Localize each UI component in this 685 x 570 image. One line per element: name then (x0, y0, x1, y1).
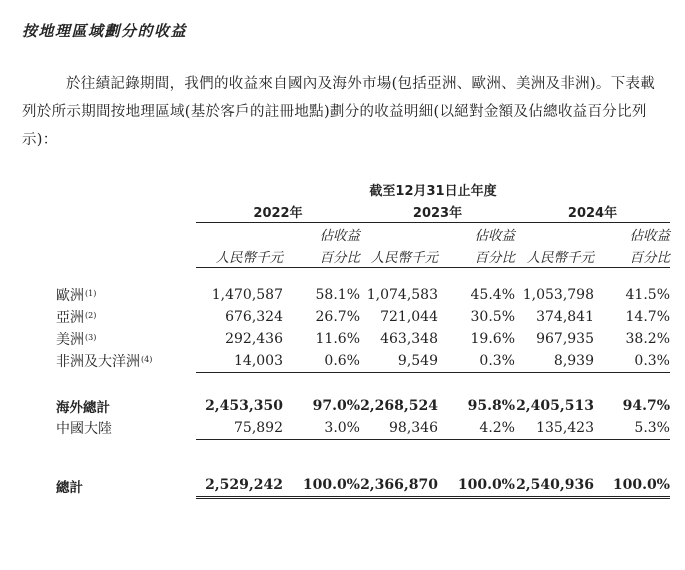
amount-cell: 967,935 (536, 331, 594, 347)
amount-cell: 2,405,513 (516, 398, 594, 414)
table-row (56, 306, 670, 328)
revenue-by-region-table (56, 178, 670, 499)
period-header: 截至12月31日止年度 (369, 183, 497, 199)
column-header-row-1 (56, 223, 670, 246)
pct-cell: 0.6% (283, 350, 360, 373)
pct-cell: 11.6% (315, 331, 360, 347)
amount-cell: 14,003 (196, 350, 283, 373)
pct-cell: 30.5% (470, 309, 515, 325)
footnote-marker: (4) (141, 355, 153, 365)
footnote-marker: (1) (85, 289, 97, 298)
spacer-row (56, 268, 670, 285)
amount-cell: 374,841 (536, 309, 594, 325)
amount-cell: 463,348 (380, 331, 438, 347)
amount-cell: 721,044 (380, 309, 438, 325)
row-label (56, 306, 196, 328)
row-label: 海外總計 (56, 400, 110, 416)
pct-cell: 41.5% (625, 287, 670, 303)
pct-cell: 0.3% (438, 350, 515, 373)
row-label (56, 328, 196, 350)
footnote-marker: (2) (85, 311, 97, 320)
pct-header-line2: 百分比 (283, 245, 360, 268)
amount-cell: 2,540,936 (515, 474, 594, 498)
amount-cell: 292,436 (225, 331, 283, 347)
region-name: 亞洲 (56, 310, 84, 326)
year-2023-header: 2023年 (360, 200, 515, 223)
row-label (56, 350, 196, 373)
grand-total-row (56, 474, 670, 498)
pct-cell: 3.0% (283, 417, 360, 440)
pct-header-line1: 佔收益 (474, 228, 515, 244)
pct-cell: 95.8% (467, 398, 515, 414)
pct-cell: 0.3% (594, 350, 670, 373)
spacer-row (56, 440, 670, 475)
overseas-total-row (56, 395, 670, 417)
pct-cell: 97.0% (312, 398, 360, 414)
row-label (56, 284, 196, 306)
intro-text: 於往績記錄期間，我們的收益來自國內及海外市場(包括亞洲、歐洲、美洲及非洲)。下表載列於所示期間按地理區域(基於客戶的註冊地點)劃分的收益明細(以絕對金額及佔總收益百分比列示)： (22, 76, 656, 148)
amount-cell: 8,939 (515, 350, 594, 373)
pct-cell: 100.0% (438, 474, 515, 498)
amount-cell: 2,529,242 (196, 474, 283, 498)
amount-header: 人民幣千元 (515, 245, 594, 268)
region-name: 歐洲 (56, 288, 84, 304)
amount-cell: 9,549 (360, 350, 438, 373)
amount-cell: 1,053,798 (522, 287, 594, 303)
pct-header-line2: 百分比 (594, 245, 670, 268)
amount-cell: 98,346 (360, 417, 438, 440)
row-label: 中國大陸 (56, 421, 112, 438)
year-2024-header: 2024年 (515, 200, 670, 223)
pct-header-line1: 佔收益 (319, 228, 360, 244)
amount-cell: 1,470,587 (211, 287, 283, 303)
pct-cell: 58.1% (315, 287, 360, 303)
mainland-row (56, 417, 670, 440)
table-row (56, 350, 670, 373)
pct-cell: 45.4% (470, 287, 515, 303)
period-header-row (56, 178, 670, 200)
amount-header: 人民幣千元 (360, 245, 438, 268)
amount-cell: 676,324 (225, 309, 283, 325)
pct-cell: 4.2% (438, 417, 515, 440)
pct-cell: 94.7% (622, 398, 670, 414)
table-row (56, 328, 670, 350)
pct-cell: 5.3% (594, 417, 670, 440)
pct-cell: 38.2% (625, 331, 670, 347)
intro-paragraph (22, 70, 668, 154)
table-row (56, 284, 670, 306)
year-2022-header: 2022年 (196, 200, 360, 223)
pct-cell: 19.6% (470, 331, 515, 347)
region-name: 非洲及大洋洲 (56, 354, 140, 371)
spacer-row (56, 373, 670, 396)
footnote-marker: (3) (85, 333, 97, 342)
amount-cell: 135,423 (515, 417, 594, 440)
pct-cell: 26.7% (315, 309, 360, 325)
region-name: 美洲 (56, 332, 84, 348)
column-header-row-2 (56, 245, 670, 268)
section-heading: 按地理區域劃分的收益 (22, 22, 188, 40)
pct-header-line1: 佔收益 (629, 228, 670, 244)
amount-cell: 2,366,870 (360, 474, 438, 498)
year-header-row (56, 200, 670, 223)
pct-header-line2: 百分比 (438, 245, 515, 268)
row-label: 總計 (56, 479, 83, 496)
pct-cell: 14.7% (625, 309, 670, 325)
amount-cell: 1,074,583 (366, 287, 438, 303)
pct-cell: 100.0% (594, 474, 670, 498)
amount-cell: 2,268,524 (360, 398, 438, 414)
amount-cell: 75,892 (196, 417, 283, 440)
pct-cell: 100.0% (283, 474, 360, 498)
amount-header: 人民幣千元 (196, 245, 283, 268)
amount-cell: 2,453,350 (205, 398, 283, 414)
